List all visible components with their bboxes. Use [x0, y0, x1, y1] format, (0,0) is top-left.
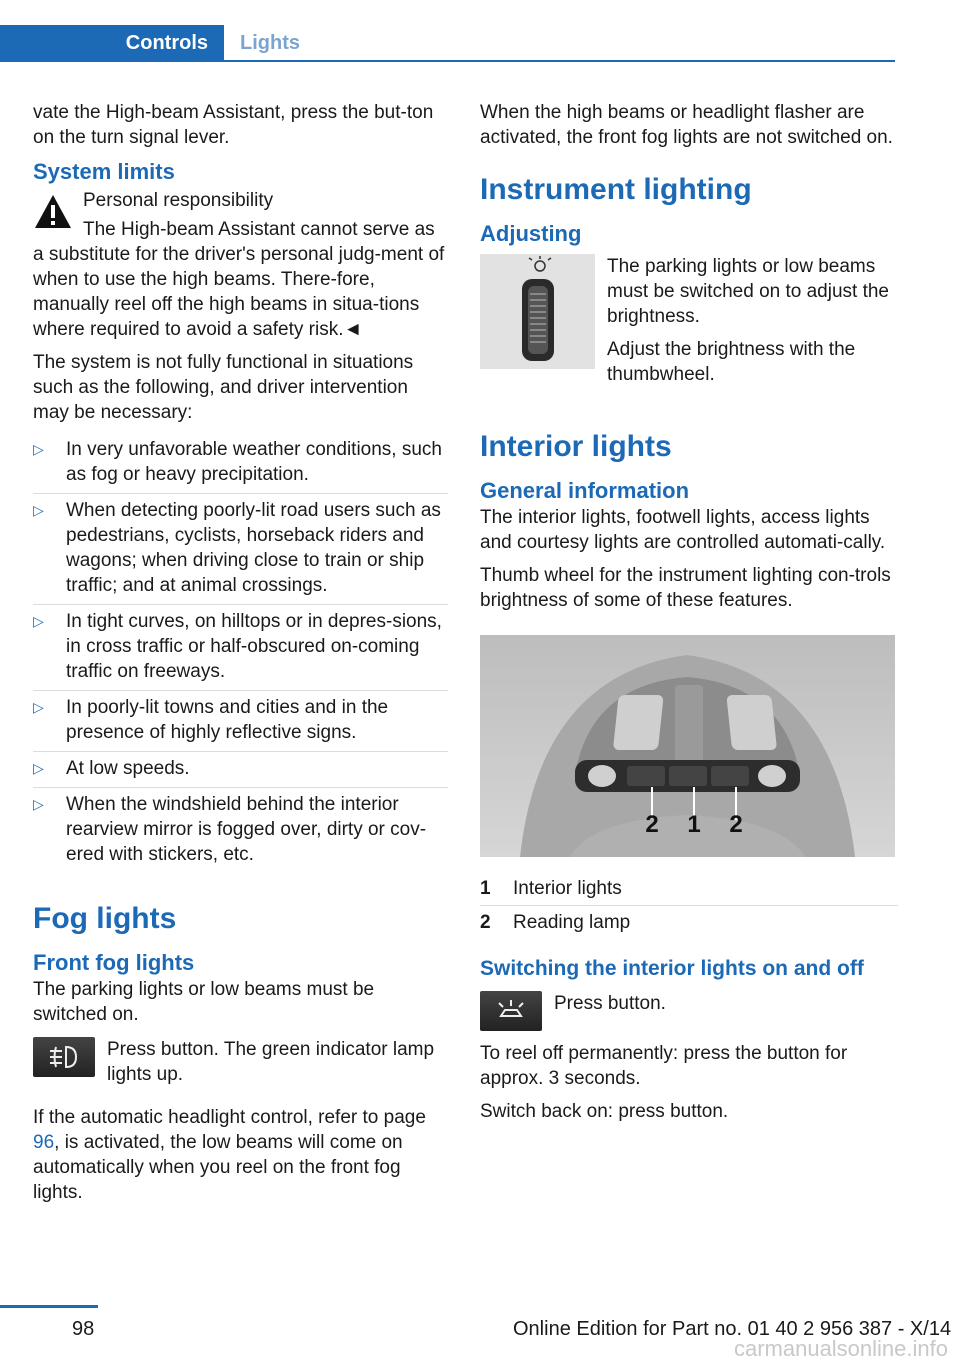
list-item: ▷ When the windshield behind the interior rearview mirror is fogged over, dirty or cov-ered with stickers, etc. [33, 794, 427, 865]
page-link[interactable]: 96 [33, 1132, 55, 1153]
header-rule [0, 60, 895, 62]
triangle-bullet-icon: ▷ [33, 502, 44, 518]
fog-button-row [33, 1037, 448, 1095]
triangle-bullet-icon: ▷ [33, 699, 44, 715]
warning-block [33, 188, 448, 342]
interior-button-row [480, 991, 898, 1031]
interior-light-button-icon [480, 991, 542, 1031]
switch-back-text: Switch back on: press button. [480, 1101, 729, 1122]
switching-heading: Switching the interior lights on and off [480, 957, 864, 980]
fog-button-text: Press button. The green indicator lamp lights up. [107, 1039, 435, 1085]
adjusting-heading: Adjusting [480, 221, 582, 246]
thumbwheel-row [480, 254, 898, 395]
overhead-console-photo [480, 635, 895, 857]
flasher-text: When the high beams or headlight flasher are activated, the front fog lights are not switched on. [480, 102, 893, 148]
photo-callout-label: 2 [729, 811, 743, 838]
triangle-bullet-icon: ▷ [33, 760, 44, 776]
photo-callout-label: 2 [645, 811, 659, 838]
footer-rule [0, 1305, 98, 1308]
list-item: ▷ At low speeds. [33, 752, 448, 788]
reel-off-text: To reel off permanently: press the button for approx. 3 seconds. [480, 1043, 848, 1089]
thumbwheel-icon [480, 254, 595, 369]
legend-row: 2 Reading lamp [480, 912, 631, 933]
system-limits-heading: System limits [33, 159, 175, 184]
auto-headlight-text: If the automatic headlight control, refer to page 96, is activated, the low beams will come on automatically when you reel on the front fog lights. [33, 1107, 426, 1203]
general-text-2: Thumb wheel for the instrument lighting con-trols brightness of some of these features. [480, 565, 891, 611]
list-item: ▷ In poorly-lit towns and cities and in the presence of highly reflective signs. [33, 691, 448, 752]
list-item: ▷ In tight curves, on hilltops or in depres-sions, in cross traffic or half-obscured on-coming traffic on freeways. [33, 605, 448, 691]
warning-title: Personal responsibility [83, 190, 274, 211]
triangle-bullet-icon: ▷ [33, 796, 44, 812]
right-column [480, 100, 898, 1132]
fog-light-button-icon [33, 1037, 95, 1077]
intro-text: vate the High-beam Assistant, press the but-ton on the turn signal lever. [33, 102, 434, 148]
list-item: ▷ In very unfavorable weather conditions, such as fog or heavy precipitation. [33, 433, 448, 494]
interior-lights-heading: Interior lights [480, 430, 672, 463]
list-item: ▷ When detecting poorly-lit road users such as pedestrians, cyclists, horseback riders and wagons; when driving close to train or ship traffic; and at animal crossings. [33, 494, 448, 605]
warning-triangle-icon [33, 192, 73, 232]
limits-intro: The system is not fully functional in situations such as the following, and driver intervention may be necessary: [33, 352, 414, 423]
tab-controls[interactable]: Controls [0, 25, 224, 62]
limits-list [33, 433, 448, 873]
instrument-lighting-heading: Instrument lighting [480, 173, 752, 206]
switching-button-text: Press button. [554, 993, 666, 1014]
watermark: carmanualsonline.info [733, 1336, 948, 1361]
general-information-heading: General information [480, 478, 690, 503]
adjusting-text-2: Adjust the brightness with the thumbwheel. [607, 339, 856, 385]
edition-text: Online Edition for Part no. 01 40 2 956 387 - X/14 [513, 1318, 952, 1340]
general-text-1: The interior lights, footwell lights, access lights and courtesy lights are controlled automati-cally. [480, 507, 886, 553]
left-column [33, 100, 448, 1213]
tab-lights[interactable]: Lights [240, 32, 300, 54]
page-number: 98 [72, 1318, 95, 1340]
fog-lights-heading: Fog lights [33, 902, 177, 935]
triangle-bullet-icon: ▷ [33, 441, 44, 457]
photo-legend [480, 872, 898, 939]
front-fog-heading: Front fog lights [33, 950, 195, 975]
warning-text: The High-beam Assistant cannot serve as a substitute for the driver's personal judg-ment of when to use the high beams. There-fore, manually reel off the high beams in situa-tions where required to avoid a safety risk.◄ [33, 219, 445, 340]
adjusting-text-1: The parking lights or low beams must be switched on to adjust the brightness. [607, 256, 889, 327]
photo-callout-label: 1 [687, 811, 701, 838]
legend-row: 1 Interior lights [480, 872, 898, 906]
triangle-bullet-icon: ▷ [33, 613, 44, 629]
front-fog-text: The parking lights or low beams must be switched on. [33, 979, 375, 1025]
